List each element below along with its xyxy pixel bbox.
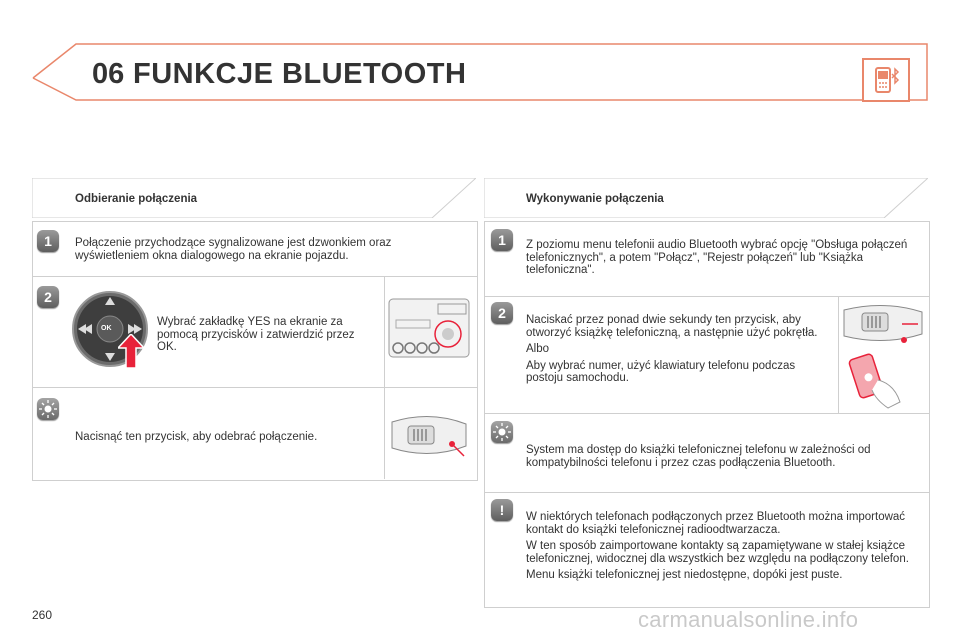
left-tip-text: Nacisnąć ten przycisk, aby odebrać połączenie.	[75, 431, 318, 443]
step-badge-1: 1	[37, 230, 59, 252]
right-warning-text-2: W ten sposób zaimportowane kontakty są zapamiętywane w stałej książce telefonicznej, widocznej dla wszystkich bez względu na podłączony telefon.	[526, 540, 909, 565]
ok-label: OK	[101, 325, 112, 332]
divider	[384, 388, 385, 479]
smartphone-hand-icon	[848, 350, 908, 410]
page-number: 260	[32, 608, 53, 622]
up-arrow-icon	[118, 334, 144, 370]
divider	[484, 492, 929, 493]
right-section-title: Wykonywanie połączenia	[526, 193, 664, 205]
tip-lamp-icon	[37, 398, 59, 420]
right-step2-text-2: Albo	[526, 343, 550, 355]
chapter-title: FUNKCJE BLUETOOTH	[133, 58, 467, 90]
right-step2-text	[526, 314, 826, 389]
chapter-number: 06	[92, 58, 125, 90]
divider	[384, 277, 385, 387]
watermark-url: carmanualsonline.info	[638, 607, 859, 632]
right-step2-text-3: Aby wybrać numer, użyć klawiatury telefonu podczas postoju samochodu.	[526, 359, 796, 384]
warning-badge: !	[491, 499, 513, 521]
radio-unit-icon	[388, 298, 470, 358]
divider	[32, 387, 477, 388]
tip-lamp-icon	[491, 421, 513, 443]
steering-control-stalk-icon	[390, 402, 470, 466]
right-step2-text-1: Naciskać przez ponad dwie sekundy ten przycisk, aby otworzyć książkę telefoniczną, a następnie użyć pokrętła.	[526, 314, 818, 339]
bluetooth-phone-icon	[862, 58, 910, 102]
left-step1-text: Połączenie przychodzące sygnalizowane jest dzwonkiem oraz wyświetleniem okna dialogowego na ekranie pojazdu.	[75, 237, 392, 262]
right-warning-text-3: Menu książki telefonicznej jest niedostępne, dopóki jest puste.	[526, 569, 843, 581]
left-step2-text: Wybrać zakładkę YES na ekranie za pomocą przycisków i zatwierdzić przez OK.	[157, 316, 355, 353]
header-frame	[0, 0, 960, 110]
step-badge-2: 2	[37, 286, 59, 308]
right-warning-text	[526, 511, 916, 586]
steering-control-stalk-icon	[842, 300, 926, 348]
right-tip-text: System ma dostęp do książki telefonicznej telefonu w zależności od kompatybilności telefonu i przez czas podłączenia Bluetooth.	[526, 444, 871, 469]
left-section-title: Odbieranie połączenia	[75, 193, 198, 205]
divider	[32, 276, 477, 277]
divider	[484, 296, 929, 297]
right-step1-text: Z poziomu menu telefonii audio Bluetooth wybrać opcję "Obsługa połączeń telefonicznych", a potem "Połącz", "Rejestr połączeń" lub "Książka telefoniczna".	[526, 239, 908, 276]
step-badge-2: 2	[491, 302, 513, 324]
step-badge-1: 1	[491, 229, 513, 251]
right-warning-text-1: W niektórych telefonach podłączonych przez Bluetooth można importować kontakt do książki telefonicznej radioodtwarzacza.	[526, 511, 906, 536]
divider	[838, 297, 839, 413]
divider	[484, 413, 929, 414]
